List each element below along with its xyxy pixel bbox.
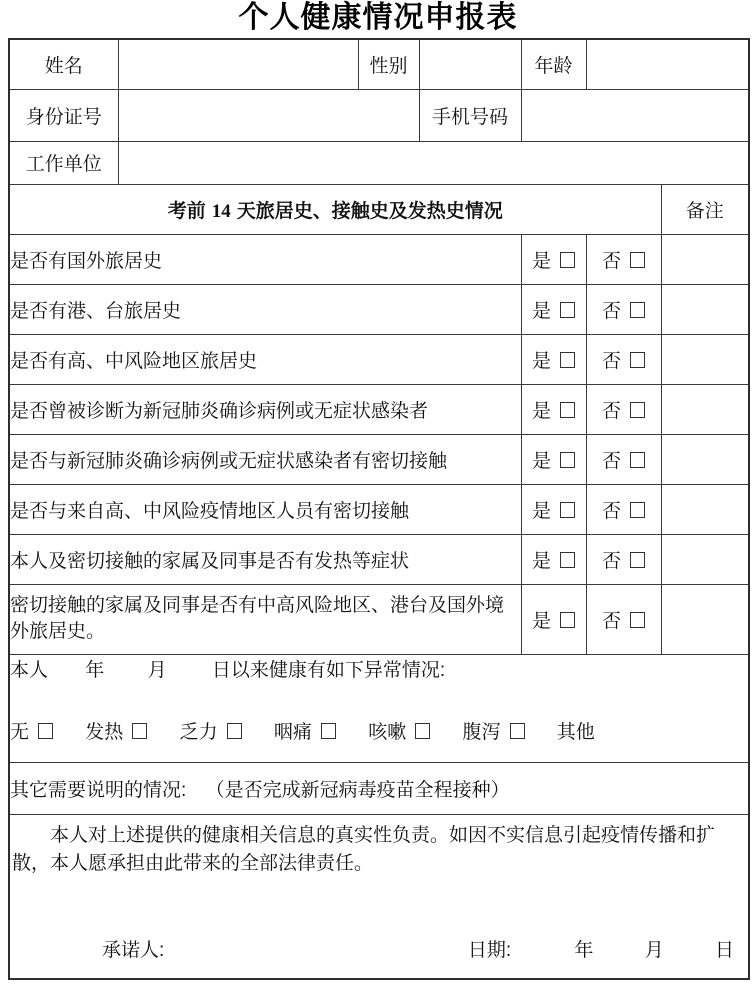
- remark-cell[interactable]: [661, 334, 749, 384]
- remark-header-label: 备注: [661, 184, 749, 234]
- no-option-cell[interactable]: [586, 384, 661, 434]
- symptoms-intro-year: 年: [85, 659, 105, 681]
- yes-label: 是: [531, 250, 551, 272]
- no-checkbox[interactable]: [630, 612, 645, 628]
- no-label: 否: [601, 300, 621, 322]
- phone-input-cell[interactable]: [521, 89, 749, 141]
- symptom-option-cough[interactable]: [368, 717, 430, 744]
- question-text: 是否有港、台旅居史: [9, 284, 521, 334]
- yes-option-cell[interactable]: [521, 534, 586, 584]
- declaration-cell: [9, 814, 749, 979]
- no-checkbox[interactable]: [630, 302, 645, 318]
- yes-option-cell[interactable]: [521, 434, 586, 484]
- remark-cell[interactable]: [661, 484, 749, 534]
- yes-option-cell[interactable]: [521, 284, 586, 334]
- date-fields[interactable]: [468, 935, 734, 962]
- name-input-cell[interactable]: [118, 39, 358, 89]
- declaration-text: 本人对上述提供的健康相关信息的真实性负责。如因不实信息引起疫情传播和扩散，本人愿承担由此带来的全部法律责任。: [12, 824, 716, 874]
- history-header-suffix: 天旅居史、接触史及发热史情况: [236, 200, 503, 222]
- symptom-option-diarrhea[interactable]: [462, 717, 524, 744]
- yes-checkbox[interactable]: [560, 402, 575, 418]
- no-option-cell[interactable]: [586, 284, 661, 334]
- question-row-5: [9, 434, 749, 484]
- symptom-option-sore-throat[interactable]: [274, 717, 336, 744]
- work-label: 工作单位: [9, 141, 118, 184]
- row-basic-info: [9, 39, 749, 89]
- no-label: 否: [601, 550, 621, 572]
- id-input-cell[interactable]: [118, 89, 419, 141]
- health-form-table: [8, 38, 750, 980]
- remark-cell[interactable]: [661, 584, 749, 654]
- remark-cell[interactable]: [661, 384, 749, 434]
- no-label: 否: [601, 450, 621, 472]
- question-text: 本人及密切接触的家属及同事是否有发热等症状: [9, 534, 521, 584]
- yes-label: 是: [531, 400, 551, 422]
- symptom-other-label: 其他: [556, 721, 595, 743]
- question-text: 是否曾被诊断为新冠肺炎确诊病例或无症状感染者: [9, 384, 521, 434]
- yes-option-cell[interactable]: [521, 484, 586, 534]
- symptom-checkbox[interactable]: [510, 723, 525, 739]
- symptom-option-fatigue[interactable]: [180, 717, 242, 744]
- no-label: 否: [601, 350, 621, 372]
- symptoms-cell: [9, 654, 749, 762]
- date-month-label: 月: [644, 940, 664, 961]
- no-option-cell[interactable]: [586, 234, 661, 284]
- symptom-label: 发热: [85, 721, 124, 743]
- other-info-note: （是否完成新冠病毒疫苗全程接种）: [205, 779, 510, 801]
- question-row-4: [9, 384, 749, 434]
- symptom-label: 无: [10, 721, 30, 743]
- yes-checkbox[interactable]: [560, 612, 575, 628]
- question-row-7: [9, 534, 749, 584]
- other-info-label: 其它需要说明的情况:: [10, 779, 187, 801]
- work-input-cell[interactable]: [118, 141, 749, 184]
- date-day-label: 日: [714, 940, 734, 961]
- no-checkbox[interactable]: [630, 252, 645, 268]
- question-row-3: [9, 334, 749, 384]
- date-year-label: 年: [574, 940, 594, 961]
- symptom-label: 乏力: [179, 721, 218, 743]
- row-history-header: [9, 184, 749, 234]
- no-option-cell[interactable]: [586, 584, 661, 654]
- history-section-header: [9, 184, 661, 234]
- no-option-cell[interactable]: [586, 484, 661, 534]
- row-id-phone: [9, 89, 749, 141]
- declaration-footer: [10, 935, 748, 962]
- yes-option-cell[interactable]: [521, 234, 586, 284]
- phone-label: 手机号码: [419, 89, 521, 141]
- gender-input-cell[interactable]: [419, 39, 521, 89]
- remark-cell[interactable]: [661, 434, 749, 484]
- question-row-6: [9, 484, 749, 534]
- symptom-checkbox[interactable]: [227, 723, 242, 739]
- yes-label: 是: [531, 500, 551, 522]
- form-title: 个人健康情况申报表: [238, 1, 518, 34]
- no-checkbox[interactable]: [630, 552, 645, 568]
- no-option-cell[interactable]: [586, 334, 661, 384]
- symptom-label: 咳嗽: [368, 721, 407, 743]
- no-option-cell[interactable]: [586, 434, 661, 484]
- row-declaration: [9, 814, 749, 979]
- yes-checkbox[interactable]: [560, 452, 575, 468]
- date-label: 日期:: [467, 940, 512, 961]
- symptom-option-fever[interactable]: [85, 717, 147, 744]
- remark-cell[interactable]: [661, 234, 749, 284]
- yes-checkbox[interactable]: [560, 352, 575, 368]
- id-label: 身份证号: [9, 89, 118, 141]
- no-label: 否: [601, 610, 621, 632]
- age-input-cell[interactable]: [586, 39, 749, 89]
- question-text: 是否有高、中风险地区旅居史: [9, 334, 521, 384]
- name-label: 姓名: [9, 39, 118, 89]
- history-header-prefix: 考前: [167, 200, 206, 222]
- no-label: 否: [601, 500, 621, 522]
- no-checkbox[interactable]: [630, 452, 645, 468]
- no-checkbox[interactable]: [630, 352, 645, 368]
- symptoms-options: [10, 717, 748, 744]
- symptoms-intro: [10, 655, 748, 682]
- row-symptoms: [9, 654, 749, 762]
- no-label: 否: [601, 400, 621, 422]
- no-option-cell[interactable]: [586, 534, 661, 584]
- remark-cell[interactable]: [661, 284, 749, 334]
- other-info-cell[interactable]: [9, 762, 749, 814]
- symptoms-intro-person: 本人: [10, 659, 49, 681]
- question-text: 是否有国外旅居史: [9, 234, 521, 284]
- history-header-days: 14: [211, 200, 231, 222]
- no-checkbox[interactable]: [630, 402, 645, 418]
- symptom-checkbox[interactable]: [132, 723, 147, 739]
- row-other-info: [9, 762, 749, 814]
- yes-label: 是: [531, 350, 551, 372]
- yes-checkbox[interactable]: [560, 252, 575, 268]
- yes-label: 是: [531, 450, 551, 472]
- yes-checkbox[interactable]: [560, 502, 575, 518]
- yes-option-cell[interactable]: [521, 334, 586, 384]
- signer-label[interactable]: 承诺人:: [102, 940, 165, 961]
- yes-label: 是: [531, 610, 551, 632]
- yes-checkbox[interactable]: [560, 552, 575, 568]
- question-text: 密切接触的家属及同事是否有中高风险地区、港台及国外境外旅居史。: [9, 584, 521, 654]
- no-label: 否: [601, 250, 621, 272]
- question-row-2: [9, 284, 749, 334]
- symptom-checkbox[interactable]: [38, 723, 53, 739]
- age-label: 年龄: [521, 39, 586, 89]
- remark-cell[interactable]: [661, 534, 749, 584]
- yes-label: 是: [531, 300, 551, 322]
- question-text: 是否与新冠肺炎确诊病例或无症状感染者有密切接触: [9, 434, 521, 484]
- symptom-checkbox[interactable]: [321, 723, 336, 739]
- yes-checkbox[interactable]: [560, 302, 575, 318]
- no-checkbox[interactable]: [630, 502, 645, 518]
- gender-label: 性别: [358, 39, 419, 89]
- symptom-option-none[interactable]: [10, 717, 53, 744]
- symptoms-intro-month: 月: [147, 659, 167, 681]
- symptom-label: 腹泻: [462, 721, 501, 743]
- yes-option-cell[interactable]: [521, 584, 586, 654]
- question-text: 是否与来自高、中风险疫情地区人员有密切接触: [9, 484, 521, 534]
- question-row-1: [9, 234, 749, 284]
- symptom-label: 咽痛: [273, 721, 312, 743]
- yes-option-cell[interactable]: [521, 384, 586, 434]
- yes-label: 是: [531, 550, 551, 572]
- question-row-8: [9, 584, 749, 654]
- row-workplace: [9, 141, 749, 184]
- symptom-checkbox[interactable]: [415, 723, 430, 739]
- symptoms-intro-rest: 日以来健康有如下异常情况:: [211, 659, 446, 681]
